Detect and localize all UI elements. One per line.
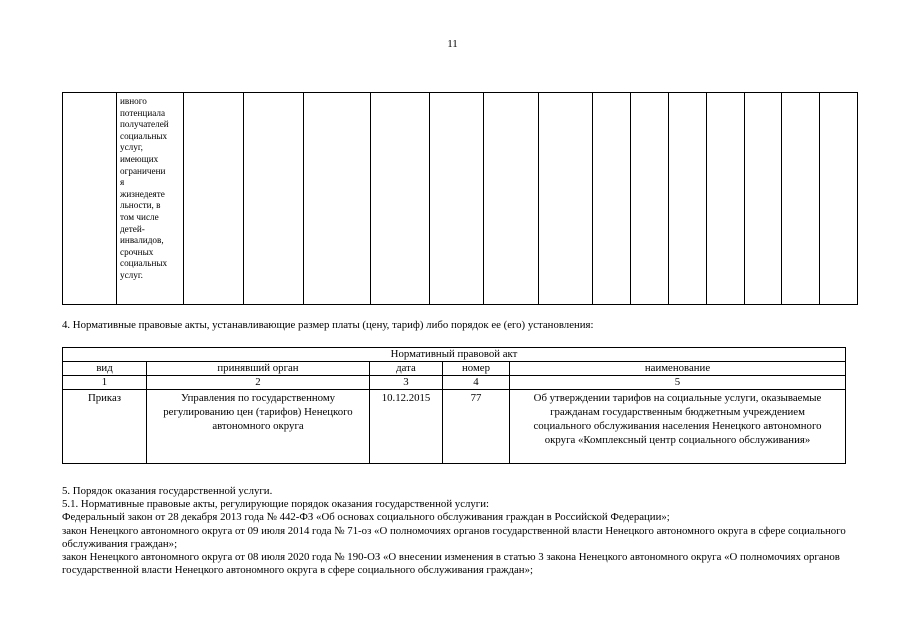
column-number: 5 [510, 376, 846, 390]
column-number: 4 [443, 376, 510, 390]
cell-organ: Управления по государственному регулированию цен (тарифов) Ненецкого автономного округа [147, 390, 370, 464]
grid-cell [745, 93, 782, 305]
table-row [63, 362, 846, 376]
law-paragraph-1: Федеральный закон от 28 декабря 2013 года № 442-ФЗ «Об основах социального обслуживания граждан в Российской Федерации»; [62, 511, 670, 524]
law-paragraph-3: закон Ненецкого автономного округа от 08 июля 2020 года № 190-ОЗ «О внесении изменения в статью 3 закона Ненецкого автономного округа «О полномочиях органов государственной власти Ненецкого автономного округа в сфере социального обслуживания граждан»; [62, 551, 840, 577]
grid-cell [820, 93, 858, 305]
grid-cell [244, 93, 304, 305]
acts-group-header: Нормативный правовой акт [63, 348, 846, 362]
header-date: дата [370, 362, 443, 376]
cell-date: 10.12.2015 [370, 390, 443, 464]
services-grid-table [62, 92, 858, 305]
grid-cell [184, 93, 244, 305]
grid-cell [539, 93, 593, 305]
grid-cell [707, 93, 745, 305]
legal-acts-table [62, 347, 846, 464]
grid-cell [371, 93, 430, 305]
section-4-title: 4. Нормативные правовые акты, устанавливающие размер платы (цену, тариф) либо порядок ее (его) установления: [62, 319, 594, 331]
cell-vid: Приказ [63, 390, 147, 464]
column-number: 2 [147, 376, 370, 390]
table-row [63, 376, 846, 390]
column-number: 3 [370, 376, 443, 390]
header-name: наименование [510, 362, 846, 376]
grid-cell [63, 93, 117, 305]
grid-cell [484, 93, 539, 305]
grid-cell [669, 93, 707, 305]
header-vid: вид [63, 362, 147, 376]
grid-cell [631, 93, 669, 305]
grid-cell [304, 93, 371, 305]
section-5-1-title: 5.1. Нормативные правовые акты, регулирующие порядок оказания государственной услуги: [62, 498, 489, 511]
table-row [63, 390, 846, 464]
section-5 [62, 485, 852, 577]
law-paragraph-2: закон Ненецкого автономного округа от 09 июля 2014 года № 71-оз «О полномочиях органов государственной власти Ненецкого автономного округа в сфере социального обслуживания граждан»; [62, 524, 846, 550]
header-organ: принявший орган [147, 362, 370, 376]
table-row [63, 348, 846, 362]
section-5-title: 5. Порядок оказания государственной услуги. [62, 485, 273, 497]
grid-cell [782, 93, 820, 305]
cell-name: Об утверждении тарифов на социальные услуги, оказываемые гражданам государственным бюджетным учреждением социального обслуживания населения Ненецкого автономного округа «Комплексный центр социального обслуживания» [510, 390, 846, 464]
grid-cell [593, 93, 631, 305]
grid-row [63, 93, 858, 305]
grid-cell [430, 93, 484, 305]
grid-text-cell: ивного потенциала получателей социальных услуг, имеющих ограничени я жизнедеяте льности, в том числе детей- инвалидов, срочных социальных услуг. [117, 93, 184, 305]
column-number: 1 [63, 376, 147, 390]
cell-number: 77 [443, 390, 510, 464]
page-number: 11 [447, 38, 458, 50]
header-number: номер [443, 362, 510, 376]
